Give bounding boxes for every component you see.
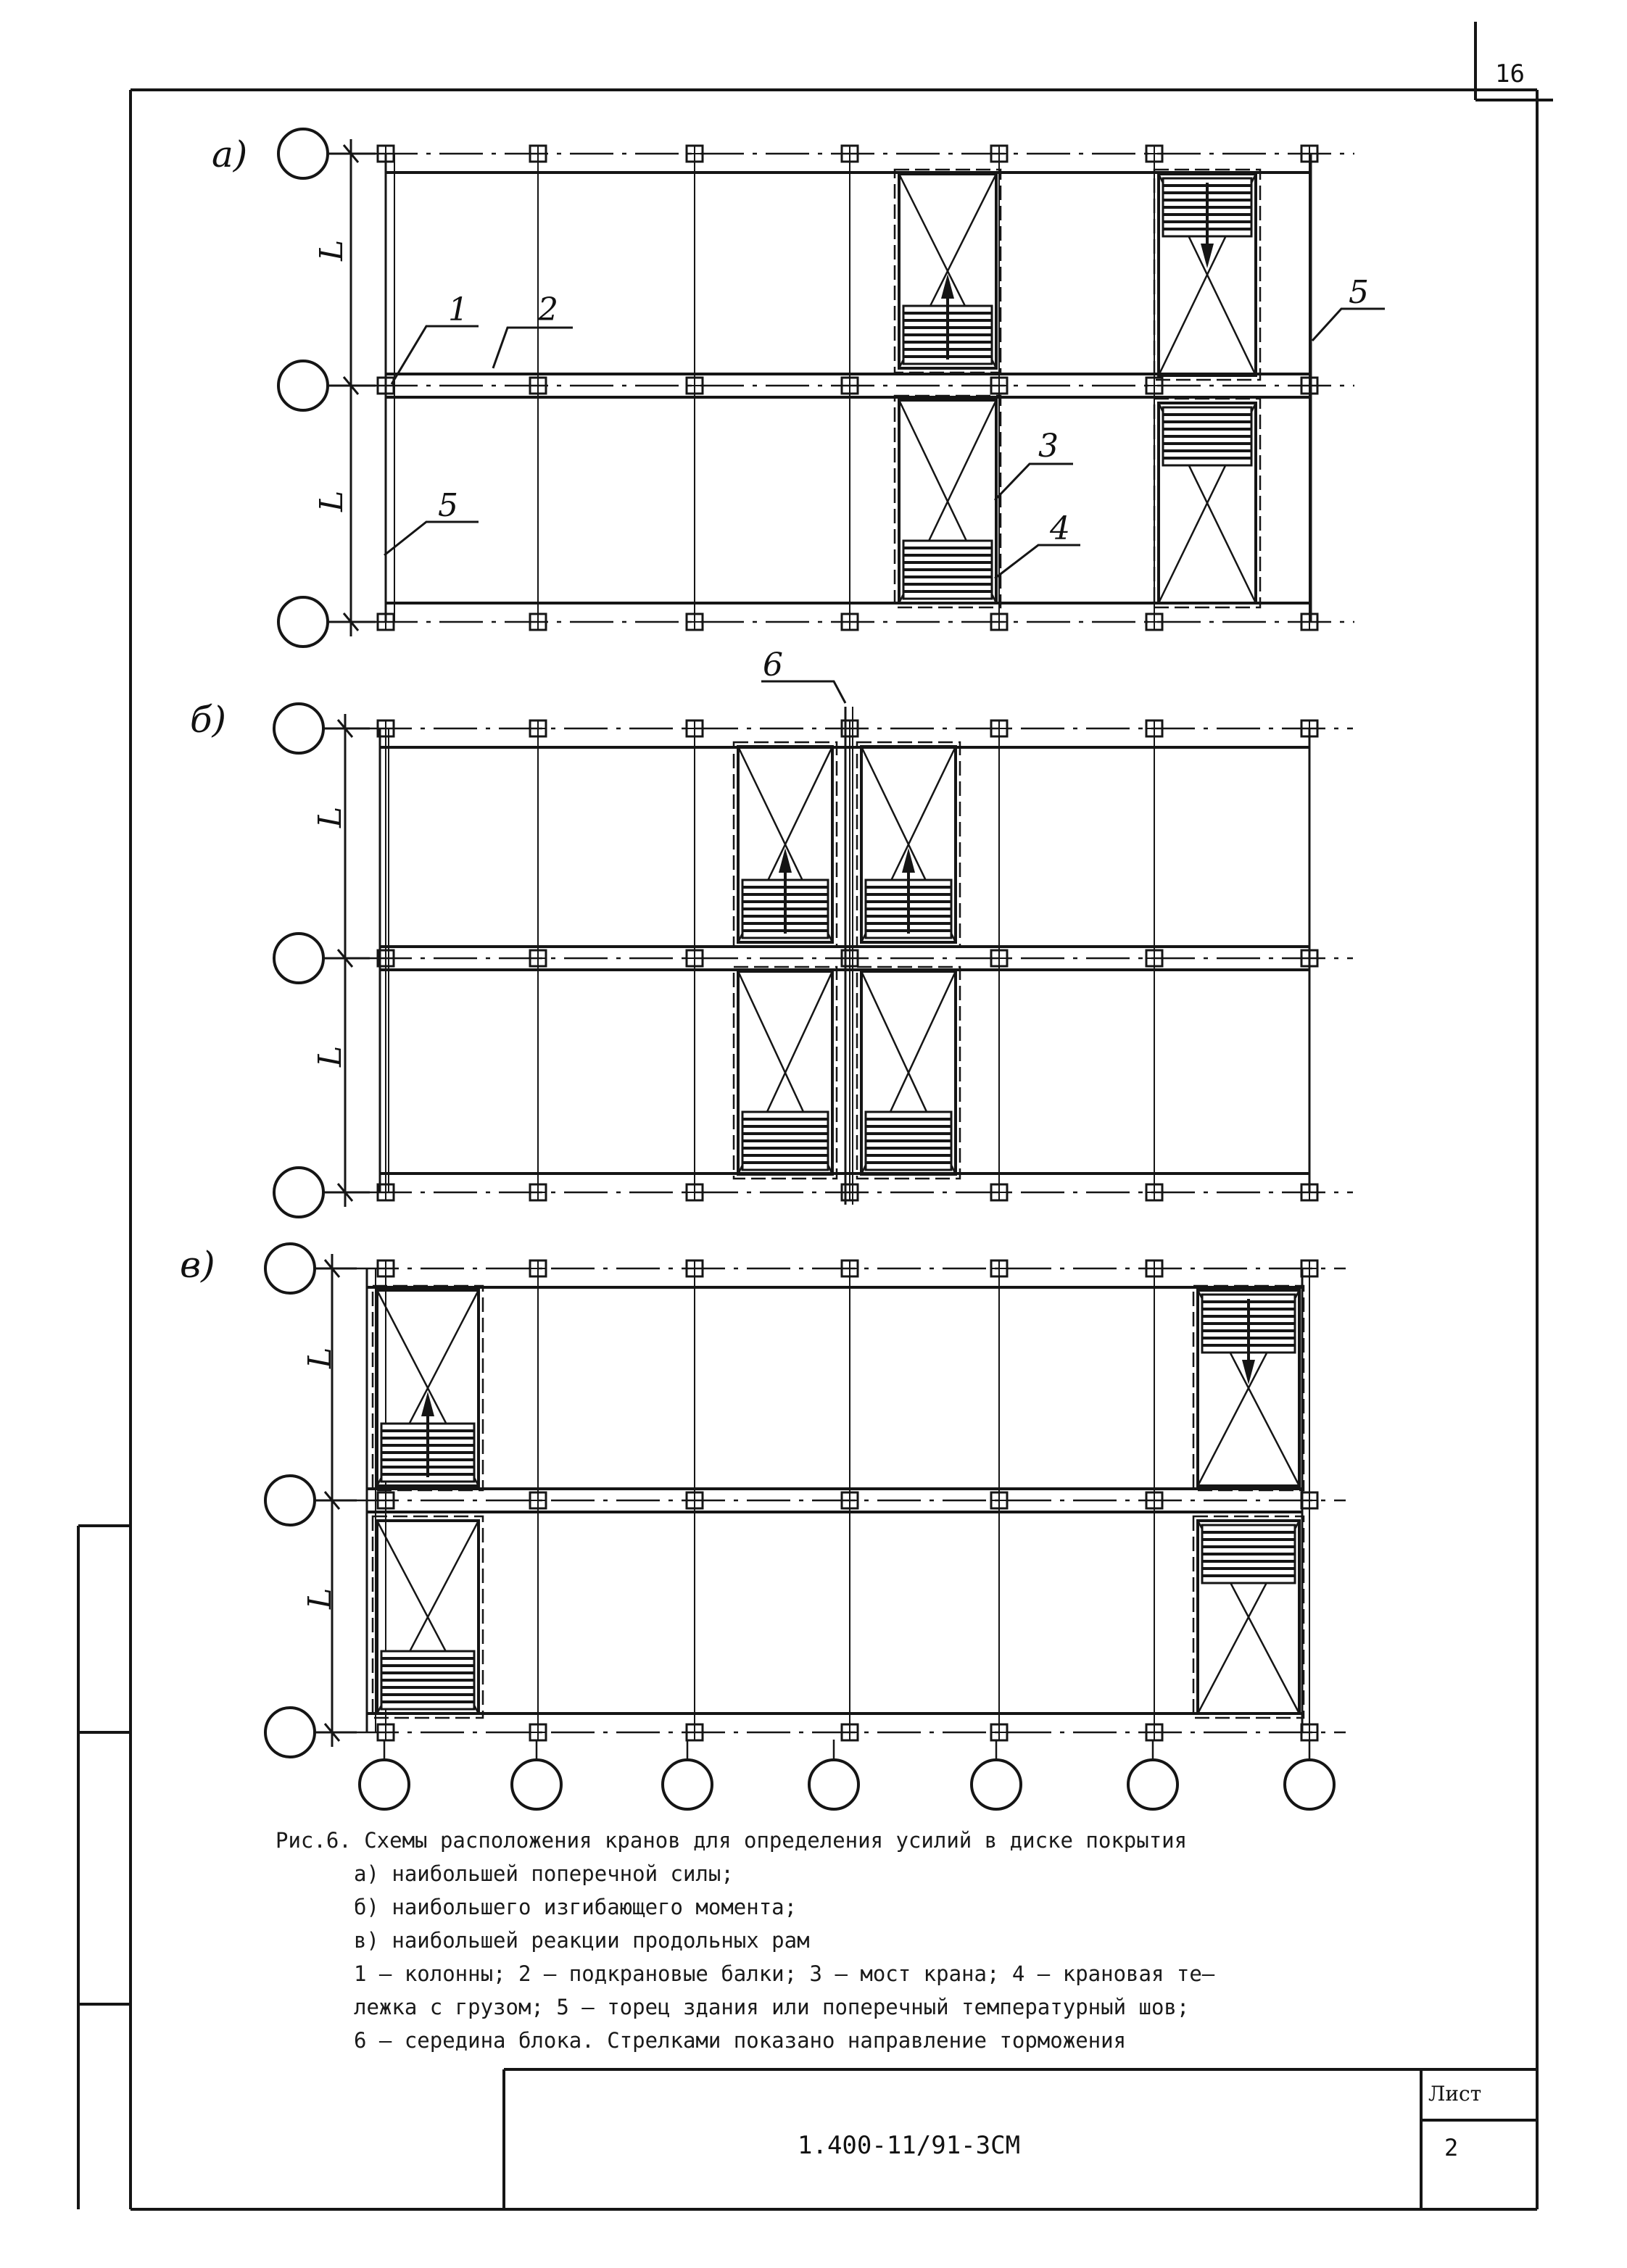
span-label-b-bottom: L: [312, 1045, 349, 1067]
caption-line: в) наибольшей реакции продольных рам: [354, 1928, 810, 1953]
axis-bubble-transverse: [663, 1760, 712, 1809]
axis-bubble: [265, 1244, 315, 1293]
callout-leaders: [384, 309, 1385, 703]
sheet-number: 16: [1495, 59, 1525, 88]
axis-bubble: [278, 129, 328, 178]
scheme-letter-a: а): [212, 133, 248, 175]
callout-5-left: 5: [438, 487, 458, 524]
crane-schemes: [265, 129, 1354, 1809]
callout-5-top: 5: [1349, 274, 1369, 311]
axis-bubble: [274, 1168, 323, 1217]
scheme-a: [278, 129, 1354, 647]
title-block: [504, 2069, 1537, 2209]
axis-bubble: [278, 597, 328, 647]
scheme-v: [265, 1244, 1346, 1809]
callout-1: 1: [448, 291, 468, 328]
scheme-b: [274, 704, 1353, 1217]
scheme-letter-b: б): [190, 699, 227, 741]
scheme-letter-v: в): [180, 1244, 215, 1286]
axis-bubble-transverse: [972, 1760, 1021, 1809]
axis-bubble-transverse: [360, 1760, 409, 1809]
caption-line: 6 – середина блока. Стрелками показано направление торможения: [354, 2028, 1127, 2053]
document-code: 1.400-11/91-3СМ: [798, 2131, 1021, 2160]
callout-2: 2: [538, 291, 558, 328]
axis-bubble: [274, 934, 323, 983]
axis-bubble: [265, 1708, 315, 1757]
span-label-a-top: L: [313, 239, 350, 261]
braking-arrow-head: [902, 848, 915, 873]
figure-caption: [276, 1824, 1523, 2057]
sheet-label: Лист: [1428, 2082, 1482, 2106]
span-label-v-bottom: L: [302, 1587, 339, 1609]
axis-bubble-transverse: [512, 1760, 561, 1809]
braking-arrow-head: [941, 274, 954, 299]
axis-bubble: [274, 704, 323, 753]
span-label-v-top: L: [302, 1347, 339, 1368]
caption-line: а) наибольшей поперечной силы;: [354, 1861, 734, 1886]
span-label-a-bottom: L: [313, 490, 350, 512]
axis-bubble-transverse: [1128, 1760, 1177, 1809]
axis-bubble: [278, 361, 328, 410]
caption-line: лежка с грузом; 5 – торец здания или поперечный температурный шов;: [354, 1995, 1190, 2019]
caption-line: б) наибольшего изгибающего момента;: [354, 1895, 798, 1919]
axis-bubble-transverse: [809, 1760, 858, 1809]
callout-6: 6: [763, 647, 783, 684]
caption-title: Рис.6. Схемы расположения кранов для определения усилий в диске покрытия: [276, 1828, 1188, 1853]
braking-arrow-head: [779, 848, 792, 873]
sheet-value: 2: [1444, 2134, 1459, 2161]
span-label-b-top: L: [312, 806, 349, 828]
callout-3: 3: [1038, 428, 1059, 465]
callout-4: 4: [1050, 510, 1070, 547]
axis-bubble: [265, 1476, 315, 1525]
axis-bubble-transverse: [1285, 1760, 1334, 1809]
caption-line: 1 – колонны; 2 – подкрановые балки; 3 – мост крана; 4 – крановая те–: [354, 1961, 1215, 1986]
